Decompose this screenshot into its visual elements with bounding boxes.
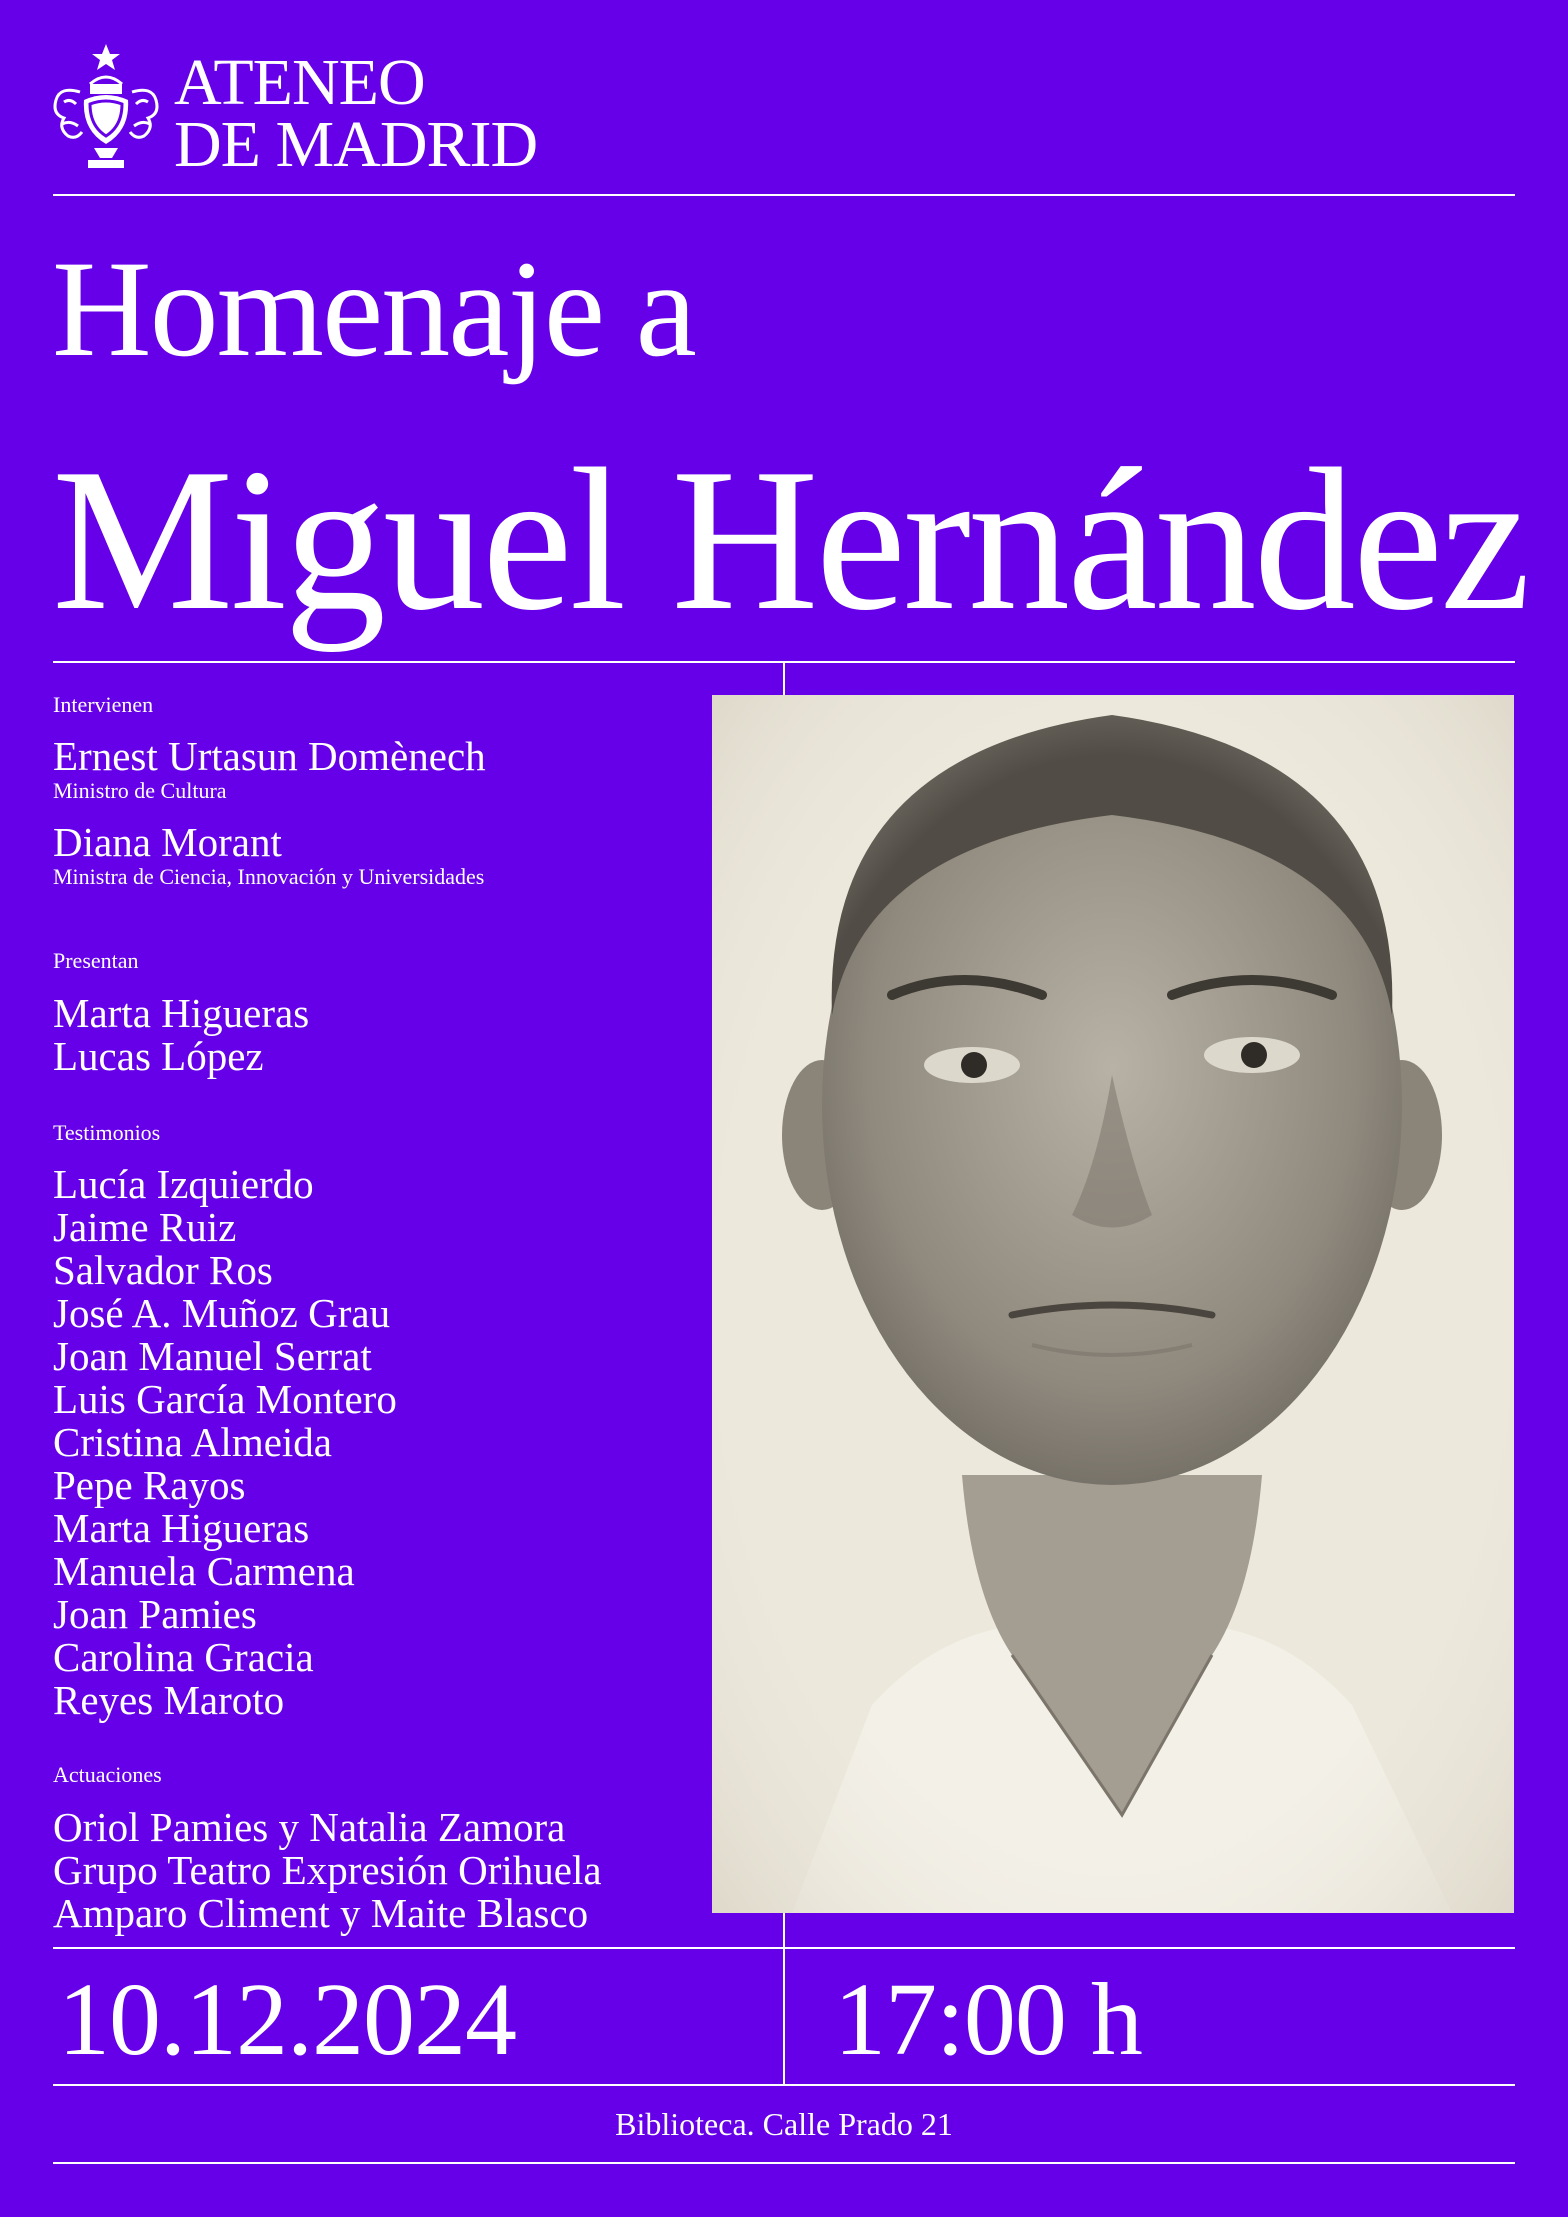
- list-item: Marta Higueras: [53, 1505, 310, 1551]
- section-label-testimonios: Testimonios: [53, 1120, 161, 1145]
- divider: [53, 2084, 1515, 2086]
- list-item: Jaime Ruiz: [53, 1204, 237, 1250]
- list-item: Joan Manuel Serrat: [53, 1333, 372, 1379]
- divider: [53, 2162, 1515, 2164]
- list-item: Oriol Pamies y Natalia Zamora: [53, 1804, 566, 1850]
- event-time: 17:00 h: [834, 1962, 1142, 2077]
- list-item: Carolina Gracia: [53, 1634, 314, 1680]
- speaker-name: Ernest Urtasun Domènech: [53, 733, 486, 779]
- column-divider: [783, 1948, 785, 2084]
- presentan-list: [53, 992, 309, 1078]
- event-venue: Biblioteca. Calle Prado 21: [615, 2106, 953, 2142]
- actuaciones-list: [53, 1806, 602, 1935]
- list-item: Pepe Rayos: [53, 1462, 246, 1508]
- portrait-illustration: [712, 695, 1514, 1913]
- list-item: Lucas López: [53, 1033, 264, 1079]
- section-label-actuaciones: Actuaciones: [53, 1762, 162, 1787]
- section-label-intervienen: Intervienen: [53, 692, 154, 717]
- ateneo-crest-icon: [50, 40, 162, 172]
- portrait-photo: [712, 695, 1514, 1913]
- list-item: Reyes Maroto: [53, 1677, 285, 1723]
- column-divider: [783, 1913, 785, 1947]
- section-label-presentan: Presentan: [53, 948, 139, 973]
- page-title-line2: Miguel Hernández: [52, 427, 1528, 653]
- list-item: Cristina Almeida: [53, 1419, 332, 1465]
- list-item: Salvador Ros: [53, 1247, 273, 1293]
- speaker-role: Ministra de Ciencia, Innovación y Universidades: [53, 864, 485, 889]
- list-item: Marta Higueras: [53, 990, 310, 1036]
- list-item: Lucía Izquierdo: [53, 1161, 314, 1207]
- event-date: 10.12.2024: [58, 1962, 516, 2077]
- speaker-name: Diana Morant: [53, 819, 282, 865]
- column-divider: [783, 662, 785, 696]
- list-item: Joan Pamies: [53, 1591, 257, 1637]
- list-item: Grupo Teatro Expresión Orihuela: [53, 1847, 602, 1893]
- list-item: Amparo Climent y Maite Blasco: [53, 1890, 589, 1936]
- speaker-role: Ministro de Cultura: [53, 778, 227, 803]
- brand-name-line1: ATENEO: [174, 46, 425, 119]
- list-item: Manuela Carmena: [53, 1548, 355, 1594]
- testimonios-list: [53, 1163, 397, 1722]
- page-title-line1: Homenaje a: [52, 232, 695, 385]
- list-item: Luis García Montero: [53, 1376, 397, 1422]
- brand-name-line2: DE MADRID: [174, 108, 538, 181]
- divider: [53, 194, 1515, 196]
- list-item: José A. Muñoz Grau: [53, 1290, 391, 1336]
